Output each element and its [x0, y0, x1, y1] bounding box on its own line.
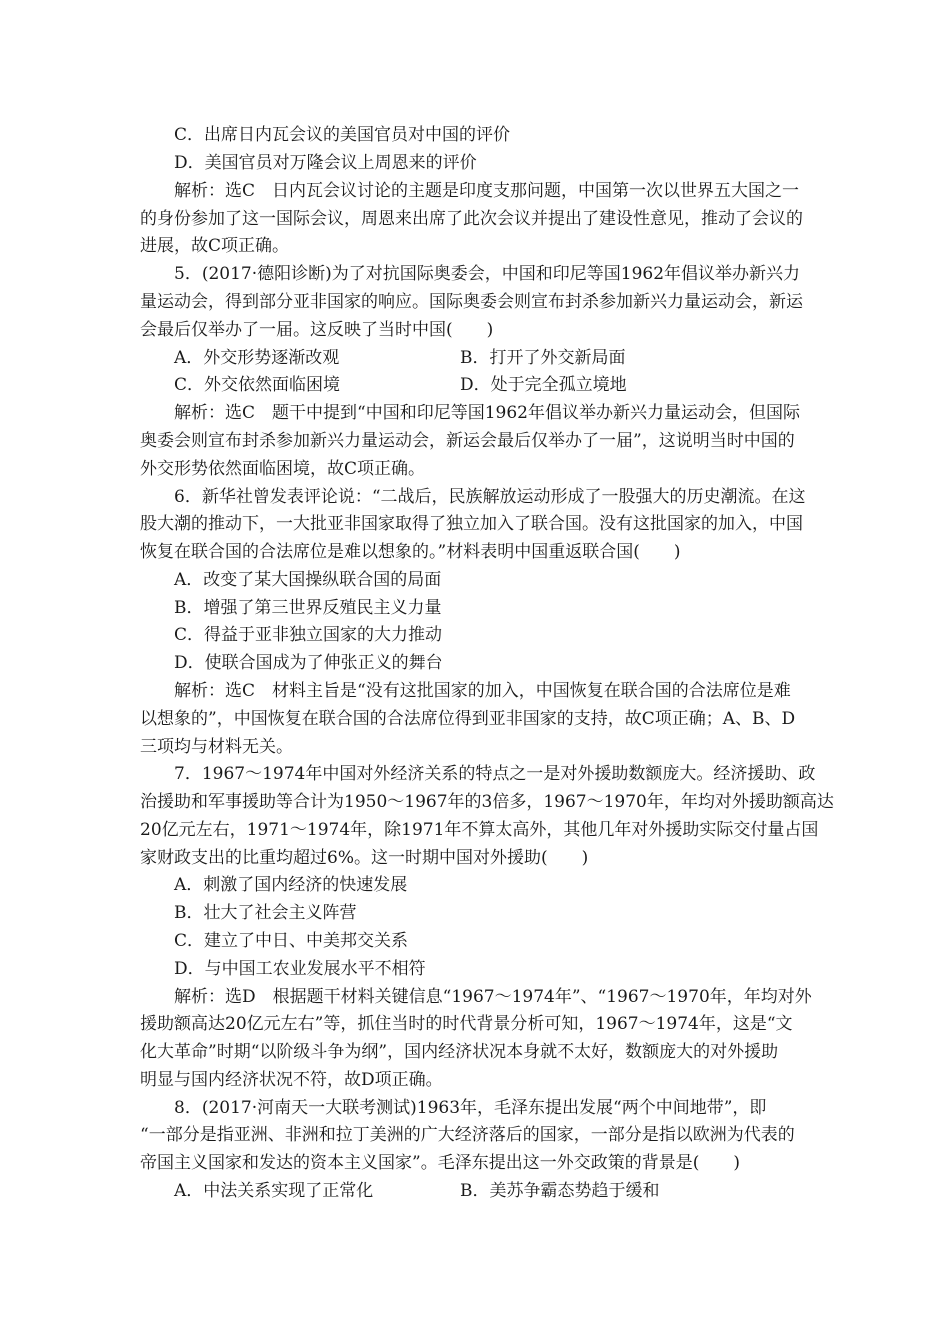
q5-analysis-line-2: 奥委会则宣布封杀参加新兴力量运动会，新运会最后仅举办了一届”，这说明当时中国的	[140, 431, 795, 451]
q6-stem-line-1: 6．新华社曾发表评论说：“二战后，民族解放运动形成了一股强大的历史潮流。在这	[174, 487, 806, 507]
q7-stem-line-3: 20亿元左右，1971～1974年，除1971年不算太高外，其他几年对外援助实际交付量占国	[140, 820, 819, 840]
q8-options-row-1	[174, 1178, 808, 1206]
q4-analysis-line-2: 的身份参加了这一国际会议，周恩来出席了此次会议并提出了建设性意见，推动了会议的	[140, 209, 803, 229]
q8-stem-line-1: 8．(2017·河南天一大联考测试)1963年，毛泽东提出发展“两个中间地带”，即	[174, 1098, 767, 1118]
q8-stem-line-2: “一部分是指亚洲、非洲和拉丁美洲的广大经济落后的国家，一部分是指以欧洲为代表的	[140, 1125, 795, 1145]
q7-analysis-line-1: 解析：选D 根据题干材料关键信息“1967～1974年”、“1967～1970年，年均对外	[174, 987, 812, 1007]
q6-stem-line-2: 股大潮的推动下，一大批亚非国家取得了独立加入了联合国。没有这批国家的加入，中国	[140, 514, 803, 534]
q6-option-c: C．得益于亚非独立国家的大力推动	[174, 625, 443, 645]
q5-stem-line-3: 会最后仅举办了一届。这反映了当时中国( )	[140, 320, 494, 340]
q4-option-d: D．美国官员对万隆会议上周恩来的评价	[174, 153, 477, 173]
q7-analysis-line-3: 化大革命”时期“以阶级斗争为纲”，国内经济状况本身就不太好，数额庞大的对外援助	[140, 1042, 779, 1062]
q6-option-b: B．增强了第三世界反殖民主义力量	[174, 598, 442, 618]
q6-stem-line-3: 恢复在联合国的合法席位是难以想象的。”材料表明中国重返联合国( )	[140, 542, 681, 562]
q6-analysis-line-3: 三项均与材料无关。	[140, 737, 293, 757]
q6-analysis-line-1: 解析：选C 材料主旨是“没有这批国家的加入，中国恢复在联合国的合法席位是难	[174, 681, 791, 701]
q7-analysis-line-4: 明显与国内经济状况不符，故D项正确。	[140, 1070, 443, 1090]
q5-option-a: A．外交形势逐渐改观	[174, 348, 340, 368]
q5-analysis-line-3: 外交形势依然面临困境，故C项正确。	[140, 459, 426, 479]
q5-option-d: D．处于完全孤立境地	[460, 375, 627, 395]
q7-option-b: B．壮大了社会主义阵营	[174, 903, 357, 923]
q5-options-row-2	[174, 372, 808, 400]
q5-option-b: B．打开了外交新局面	[460, 348, 626, 368]
q7-stem-line-1: 7．1967～1974年中国对外经济关系的特点之一是对外援助数额庞大。经济援助、政	[174, 764, 816, 784]
q6-option-d: D．使联合国成为了伸张正义的舞台	[174, 653, 443, 673]
q8-option-b: B．美苏争霸态势趋于缓和	[460, 1181, 660, 1201]
q7-analysis-line-2: 援助额高达20亿元左右”等，抓住当时的时代背景分析可知，1967～1974年，这是“文	[140, 1014, 793, 1034]
q5-stem-line-1: 5．(2017·德阳诊断)为了对抗国际奥委会，中国和印尼等国1962年倡议举办新兴力	[174, 264, 801, 284]
q8-stem-line-3: 帝国主义国家和发达的资本主义国家”。毛泽东提出这一外交政策的背景是( )	[140, 1153, 740, 1173]
q7-stem-line-4: 家财政支出的比重均超过6%。这一时期中国对外援助( )	[140, 848, 589, 868]
q6-option-a: A．改变了某大国操纵联合国的局面	[174, 570, 442, 590]
q8-option-a: A．中法关系实现了正常化	[174, 1181, 374, 1201]
q7-option-c: C．建立了中日、中美邦交关系	[174, 931, 409, 951]
q4-analysis-line-1: 解析：选C 日内瓦会议讨论的主题是印度支那问题，中国第一次以世界五大国之一	[174, 181, 800, 201]
q7-stem-line-2: 治援助和军事援助等合计为1950～1967年的3倍多，1967～1970年，年均对外援助额高达	[140, 792, 834, 812]
q4-option-c: C．出席日内瓦会议的美国官员对中国的评价	[174, 125, 511, 145]
q5-analysis-line-1: 解析：选C 题干中提到“中国和印尼等国1962年倡议举办新兴力量运动会，但国际	[174, 403, 800, 423]
q5-stem-line-2: 量运动会，得到部分亚非国家的响应。国际奥委会则宣布封杀参加新兴力量运动会，新运	[140, 292, 803, 312]
q5-option-c: C．外交依然面临困境	[174, 375, 341, 395]
q7-option-a: A．刺激了国内经济的快速发展	[174, 875, 408, 895]
q4-analysis-line-3: 进展，故C项正确。	[140, 236, 290, 256]
q5-options-row-1	[174, 345, 808, 373]
q7-option-d: D．与中国工农业发展水平不相符	[174, 959, 426, 979]
q6-analysis-line-2: 以想象的”，中国恢复在联合国的合法席位得到亚非国家的支持，故C项正确；A、B、D	[140, 709, 796, 729]
